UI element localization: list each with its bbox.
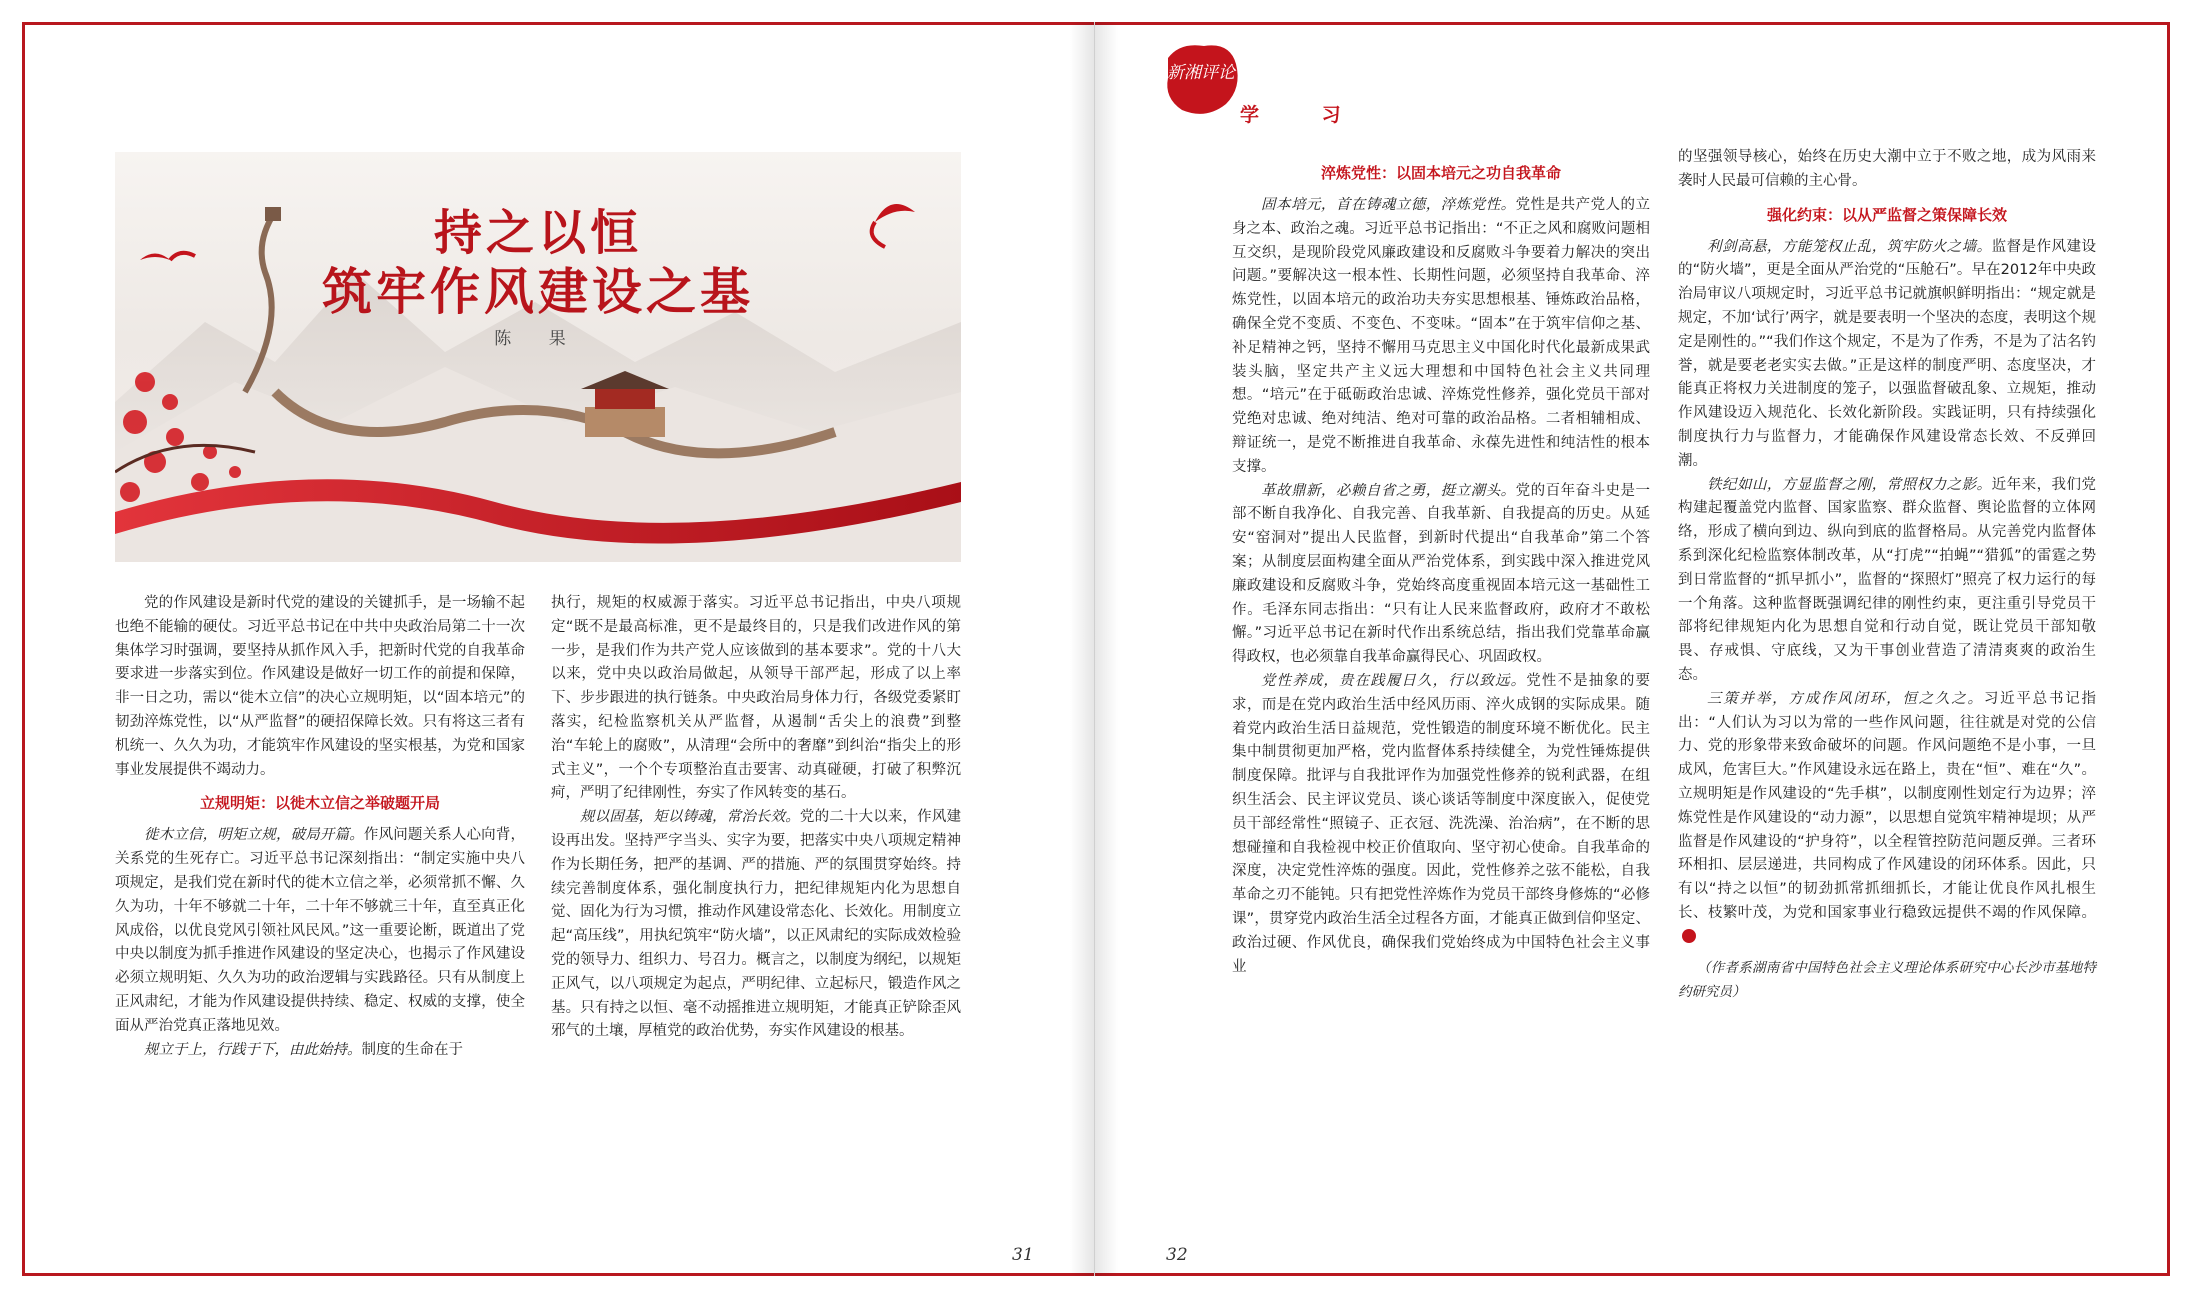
body-paragraph: 执行，规矩的权威源于落实。习近平总书记指出，中央八项规定“既不是最高标准，更不是最终目的，只是我们改进作风的第一步，是我们作为共产党人应该做到的基本要求”。党的十八大以来，党中央以政治局做起，从领导干部严起，形成了以上率下、步步跟进的执行链条。中央政治局身体力行，各级党委紧盯落实，纪检监察机关从严监督，从遏制“舌尖上的浪费”到整治“车轮上的腐败”，从清理“会所中的奢靡”到纠治“指尖上的形式主义”，一个个专项整治直击要害、动真碰硬，打破了积弊沉疴，严明了纪律刚性，夯实了作风转变的基石。 xyxy=(551,595,961,802)
body-paragraph xyxy=(1232,670,1650,979)
paragraph-text: 党的二十大以来，作风建设再出发。坚持严字当头、实字为要，把落实中央八项规定精神作为长期任务，把严的基调、严的措施、严的氛围贯穿始终。持续完善制度体系，强化制度执行力，把纪律规矩内化为思想自觉、固化为行为习惯，推动作风建设常态化、长效化。用制度立起“高压线”，用执纪筑牢“防火墙”，以正风肃纪的实际成效检验党的领导力、组织力、号召力。概言之，以制度为纲纪，以规矩正风气，以八项规定为起点，严明纪律、立起标尺，锻造作风之基。只有持之以恒、毫不动摇推进立规明矩，才能真正铲除歪风邪气的土壤，厚植党的政治优势，夯实作风建设的根基。 xyxy=(551,809,962,1040)
intro-paragraph: 党的作风建设是新时代党的建设的关键抓手，是一场输不起也绝不能输的硬仗。习近平总书记在中共中央政治局第二十一次集体学习时强调，要坚持从抓作风入手，把新时代党的自我革命要求进一步落实到位。作风建设是做好一切工作的前提和保障，非一日之功，需以“徙木立信”的决心立规明矩，以“固本培元”的韧劲淬炼党性，以“从严监督”的硬招保障长效。只有将这三者有机统一、久久为功，才能筑牢作风建设的坚实根基，为党和国家事业发展提供不竭动力。 xyxy=(115,595,525,778)
paragraph-text: 党性是共产党人的立身之本、政治之魂。习近平总书记指出：“不正之风和腐败问题相互交织，是现阶段党风廉政建设和反腐败斗争要着力解决的突出问题。”要解决这一根本性、长期性问题，必须坚持自我革命、淬炼党性，以固本培元的政治功夫夯实思想根基、锤炼政治品格，确保全党不变质、不变色、不变味。“固本”在于筑牢信仰之基、补足精神之钙，坚持不懈用马克思主义中国化时代化最新成果武装头脑，坚定共产主义远大理想和中国特色社会主义共同理想。“培元”在于砥砺政治忠诚、淬炼党性修养，强化党员干部对党绝对忠诚、绝对纯洁、绝对可靠的政治品格。二者相辅相成、辩证统一，是党不断推进自我革命、永葆先进性和纯洁性的根本支撑。 xyxy=(1232,197,1651,475)
body-paragraph xyxy=(551,806,961,1044)
lead-phrase: 党性养成，贵在践履日久，行以致远。 xyxy=(1261,672,1527,689)
article-title-line1: 持之以恒 xyxy=(433,205,642,261)
body-paragraph xyxy=(1232,194,1650,480)
end-mark-icon xyxy=(1682,929,1696,943)
right-page-column-1 xyxy=(1232,160,1650,979)
body-paragraph xyxy=(1678,688,2096,950)
body-paragraph xyxy=(115,824,525,1038)
page-gutter xyxy=(1094,22,1095,1276)
body-paragraph xyxy=(1678,474,2096,688)
lead-phrase: 规立于上，行践于下，由此始持。 xyxy=(144,1041,362,1058)
logo-text: 新湘评论 xyxy=(1167,63,1235,83)
author-name: 陈 果 xyxy=(494,329,582,349)
body-paragraph xyxy=(115,1039,525,1063)
gutter-shadow-left xyxy=(1070,22,1094,1276)
section-heading: 强化约束：以从严监督之策保障长效 xyxy=(1766,205,2007,224)
paragraph-text: 制度的生命在于 xyxy=(361,1041,463,1058)
lead-phrase: 革故鼎新，必赖自省之勇，挺立潮头。 xyxy=(1261,482,1516,499)
lead-phrase: 三策并举，方成作风闭环，恒之久之。 xyxy=(1707,690,1984,707)
magazine-logo-icon xyxy=(1160,38,1242,120)
page-number-left: 31 xyxy=(1012,1245,1034,1265)
gutter-shadow-right xyxy=(1094,22,1118,1276)
lead-phrase: 规以固基，矩以铸魂，常治长效。 xyxy=(580,809,800,826)
paragraph-text: 习近平总书记指出：“人们认为习以为常的一些作风问题，往往就是对党的公信力、党的形象带来致命破坏的问题。作风问题绝不是小事，一旦成风，危害巨大。”作风建设永远在路上，贵在“恒”、难在“久”。立规明矩是作风建设的“先手棋”，以制度刚性划定行为边界；淬炼党性是作风建设的“动力源”，以思想自觉筑牢精神堤坝；从严监督是作风建设的“护身符”，以全程管控防范问题反弹。三者环环相扣、层层递进，共同构成了作风建设的闭环体系。因此，只有以“持之以恒”的韧劲抓常抓细抓长，才能让优良作风扎根生长、枝繁叶茂，为党和国家事业行稳致远提供不竭的作风保障。 xyxy=(1678,690,2097,921)
article-title-line2: 筑牢作风建设之基 xyxy=(322,262,754,321)
page-number-right: 32 xyxy=(1166,1245,1188,1265)
paragraph-text: 监督是作风建设的“防火墙”，更是全面从严治党的“压舱石”。早在2012年中央政治局审议八项规定时，习近平总书记就旗帜鲜明指出：“规定就是规定，不加‘试行’两字，就是要表明一个坚决的态度，表明这个规定是刚性的。”“我们作这个规定，不是为了作秀，不是为了沽名钓誉，就是要老老实实去做。”正是这样的制度严明、态度坚决，才能真正将权力关进制度的笼子，以强监督破乱象、立规矩，推动作风建设迈入规范化、长效化新阶段。实践证明，只有持续强化制度执行力与监督力，才能确保作风建设常态长效、不反弹回潮。 xyxy=(1678,238,2097,469)
body-paragraph xyxy=(1232,480,1650,670)
lead-phrase: 铁纪如山，方显监督之刚，常照权力之影。 xyxy=(1707,476,1992,493)
section-heading: 立规明矩：以徙木立信之举破题开局 xyxy=(199,794,440,813)
body-paragraph: 的坚强领导核心，始终在历史大潮中立于不败之地，成为风雨来袭时人民最可信赖的主心骨。 xyxy=(1678,149,2096,189)
paragraph-text: 作风问题关系人心向背，关系党的生死存亡。习近平总书记深刻指出：“制定实施中央八项规定，是我们党在新时代的徙木立信之举，必须常抓不懈、久久为功，十年不够就二十年，二十年不够就三十年，直至真正化风成俗，以优良党风引领社风民风。”这一重要论断，既道出了党中央以制度为抓手推进作风建设的坚定决心，也揭示了作风建设必须立规明矩、久久为功的政治逻辑与实践路径。只有从制度上正风肃纪，才能为作风建设提供持续、稳定、权威的支撑，使全面从严治党真正落地见效。 xyxy=(115,827,526,1034)
lead-phrase: 徙木立信，明矩立规，破局开篇。 xyxy=(144,827,364,844)
author-affiliation: （作者系湖南省中国特色社会主义理论体系研究中心长沙市基地特约研究员） xyxy=(1678,959,2096,1000)
paragraph-text: 党的百年奋斗史是一部不断自我净化、自我完善、自我革新、自我提高的历史。从延安“窑洞对”提出人民监督，到新时代提出“自我革命”第二个答案；从制度层面构建全面从严治党体系，到实践中深入推进党风廉政建设和反腐败斗争，党始终高度重视固本培元这一基础性工作。毛泽东同志指出：“只有让人民来监督政府，政府才不敢松懈。”习近平总书记在新时代作出系统总结，指出我们党靠革命赢得政权，也必须靠自我革命赢得民心、巩固政权。 xyxy=(1232,482,1651,666)
left-page-column-2 xyxy=(551,592,961,1044)
paragraph-text: 近年来，我们党构建起覆盖党内监督、国家监察、群众监督、舆论监督的立体网络，形成了横向到边、纵向到底的监督格局。从完善党内监督体系到深化纪检监察体制改革，从“打虎”“拍蝇”“猎狐”的雷霆之势到日常监督的“抓早抓小”，监督的“探照灯”照亮了权力运行的每一个角落。这种监督既强调纪律的刚性约束，更注重引导党员干部将纪律规矩内化为思想自觉和行动自觉，既让党员干部知敬畏、存戒惧、守底线，又为干事创业营造了清清爽爽的政治生态。 xyxy=(1678,476,2097,683)
lead-phrase: 利剑高悬，方能笼权止乱，筑牢防火之墙。 xyxy=(1707,238,1992,255)
paragraph-text: 党性不是抽象的要求，而是在党内政治生活中经风历雨、淬火成钢的实际成果。随着党内政治生活日益规范，党性锻造的制度环境不断优化。民主集中制贯彻更加严格，党内监督体系持续健全，为党性锤炼提供制度保障。批评与自我批评作为加强党性修养的锐利武器，在组织生活会、民主评议党员、谈心谈话等制度中深度嵌入，促使党员干部经常性“照镜子、正衣冠、洗洗澡、治治病”，在不断的思想碰撞和自我检视中校正价值取向、坚守初心使命。自我革命的深度，决定党性淬炼的强度。因此，党性修养之弦不能松，自我革命之刃不能钝。只有把党性淬炼作为党员干部终身修炼的“必修课”，贯穿党内政治生活全过程各方面，才能真正做到信仰坚定、政治过硬、作风优良，确保我们党始终成为中国特色社会主义事业 xyxy=(1232,672,1651,975)
body-paragraph xyxy=(1678,236,2096,474)
section-heading: 淬炼党性：以固本培元之功自我革命 xyxy=(1320,164,1561,182)
section-label: 学 习 xyxy=(1240,104,1369,126)
left-page-column-1 xyxy=(115,592,525,1062)
hero-image xyxy=(115,152,961,562)
lead-phrase: 固本培元，首在铸魂立德，淬炼党性。 xyxy=(1261,197,1516,213)
right-page-column-2 xyxy=(1678,146,2096,1004)
